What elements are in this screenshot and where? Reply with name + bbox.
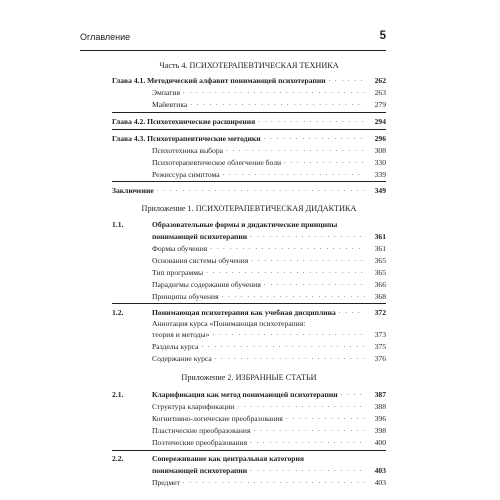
leader-dots [237,401,365,410]
section-number: 1.1. [112,220,124,229]
toc-title: Заключение [112,186,154,195]
leader-dots [183,87,365,96]
toc-page: 398 [374,426,386,435]
toc-title: Образовательные формы и дидактические принципы [152,220,338,229]
toc-entry[interactable] [112,353,386,363]
toc-page: 400 [374,438,386,447]
leader-dots [253,425,365,434]
leader-dots [250,437,365,446]
toc-entry[interactable] [112,465,386,475]
page-number: 5 [379,30,386,42]
toc-title: Основания системы обучения [152,256,249,265]
toc-entry[interactable] [112,157,386,167]
divider [112,181,386,182]
toc-entry[interactable] [112,291,386,301]
toc-entry[interactable] [112,279,386,289]
toc-entry[interactable] [112,389,386,399]
toc-page: 365 [374,268,386,277]
toc-page: 396 [374,414,386,423]
toc-title: Пластические преобразования [152,426,251,435]
toc-title: Глава 4.2. Психотехнические расширения [112,117,256,126]
toc-title: Поэтические преобразования [152,438,248,447]
toc-title: Глава 4.1. Методический алфавит понимающей психотерапии [112,76,326,85]
toc-title: Структура кларификации [152,402,235,411]
toc-title: Разделы курса [152,342,199,351]
toc-page: 349 [374,186,386,195]
toc-title: Эмпатия [152,88,180,97]
header-rule [80,50,386,51]
leader-dots [226,145,365,154]
toc-title: Предмет [152,478,180,487]
section-number: 2.1. [112,390,124,399]
toc-page: 368 [374,292,386,301]
toc-page: 388 [374,402,386,411]
leader-dots [206,267,365,276]
running-title: Оглавление [80,32,131,42]
leader-dots [341,389,365,398]
toc-entry[interactable] [112,231,386,241]
toc-entry[interactable] [112,133,386,143]
toc-entry[interactable] [112,401,386,411]
toc-page: 330 [374,158,386,167]
divider [112,450,386,451]
leader-dots [258,116,365,125]
toc-title: Глава 4.3. Психотерапевтические методики [112,134,261,143]
toc-page: 361 [374,232,386,241]
appendix-heading: Приложение 2. ИЗБРАННЫЕ СТАТЬИ [181,373,317,382]
toc-page: 296 [374,134,386,143]
toc-title: Парадигмы содержания обучения [152,280,261,289]
toc-page: 361 [374,244,386,253]
toc-title: Принципы обучения [152,292,219,301]
toc-entry[interactable] [112,220,386,229]
toc-title: теория и методы» [152,330,210,339]
toc-title: Майевтика [152,100,188,109]
toc-page: 365 [374,256,386,265]
leader-dots [183,477,365,486]
toc-page: 294 [374,117,386,126]
leader-dots [250,231,365,240]
toc-entry[interactable] [112,319,386,328]
toc-page: 403 [374,478,386,487]
section-number: 1.2. [112,308,124,317]
leader-dots [210,243,365,252]
leader-dots [222,291,365,300]
appendix-heading: Приложение 1. ПСИХОТЕРАПЕВТИЧЕСКАЯ ДИДАКТИКА [141,204,357,213]
toc-entry[interactable] [112,185,386,195]
toc-entry[interactable] [112,99,386,109]
toc-entry[interactable] [112,454,386,463]
leader-dots [202,341,366,350]
toc-entry[interactable] [112,169,386,179]
leader-dots [284,157,365,166]
toc-entry[interactable] [112,307,386,317]
leader-dots [264,133,365,142]
leader-dots [212,329,365,338]
toc-title: понимающей психотерапии [152,232,248,241]
toc-entry[interactable] [112,87,386,97]
divider [112,129,386,130]
leader-dots [215,353,365,362]
leader-dots [223,169,365,178]
toc-title: Понимающая психотерапия как учебная дисциплина [152,308,336,317]
leader-dots [264,279,365,288]
toc-title: Психотерапевтическое облегчение боли [152,158,282,167]
toc-title: Тип программы [152,268,204,277]
toc-entry[interactable] [112,425,386,435]
part-heading: Часть 4. ПСИХОТЕРАПЕВТИЧЕСКАЯ ТЕХНИКА [159,61,339,70]
toc-page: 372 [374,308,386,317]
toc-page: 387 [374,390,386,399]
leader-dots [329,75,365,84]
toc-page: 373 [374,330,386,339]
toc-page: 308 [374,146,386,155]
toc-title: Аннотация курса «Понимающая психотерапия: [152,319,306,328]
toc-title: Режиссура симптома [152,170,220,179]
toc-page: 339 [374,170,386,179]
toc-entry[interactable] [112,145,386,155]
leader-dots [157,185,365,194]
leader-dots [286,413,365,422]
leader-dots [250,465,365,474]
toc-page: 376 [374,354,386,363]
divider [112,303,386,304]
toc-title: Когнитивно-логические преобразования [152,414,283,423]
toc-title: понимающей психотерапии [152,466,248,475]
toc-entry[interactable] [112,116,386,126]
running-header [80,32,386,48]
leader-dots [251,255,365,264]
toc-title: Сопереживание как центральная категория [152,454,304,463]
toc-entry[interactable] [112,243,386,253]
toc-entry[interactable] [112,413,386,423]
toc-entry[interactable] [112,329,386,339]
leader-dots [339,307,365,316]
toc-entry[interactable] [112,477,386,487]
toc-title: Психотехника выбора [152,146,223,155]
toc-page: 279 [374,100,386,109]
toc-title: Содержание курса [152,354,212,363]
section-number: 2.2. [112,454,124,463]
toc-entry[interactable] [112,267,386,277]
toc-page: 263 [374,88,386,97]
toc-page: 403 [374,466,386,475]
toc-page: 366 [374,280,386,289]
toc-entry[interactable] [112,255,386,265]
toc-page: 262 [374,76,386,85]
divider [112,112,386,113]
toc-entry[interactable] [112,341,386,351]
toc-entry[interactable] [112,75,386,85]
toc-entry[interactable] [112,437,386,447]
toc-page: 375 [374,342,386,351]
toc-title: Формы обучения [152,244,208,253]
toc-title: Кларификация как метод понимающей психотерапии [152,390,338,399]
leader-dots [190,99,365,108]
